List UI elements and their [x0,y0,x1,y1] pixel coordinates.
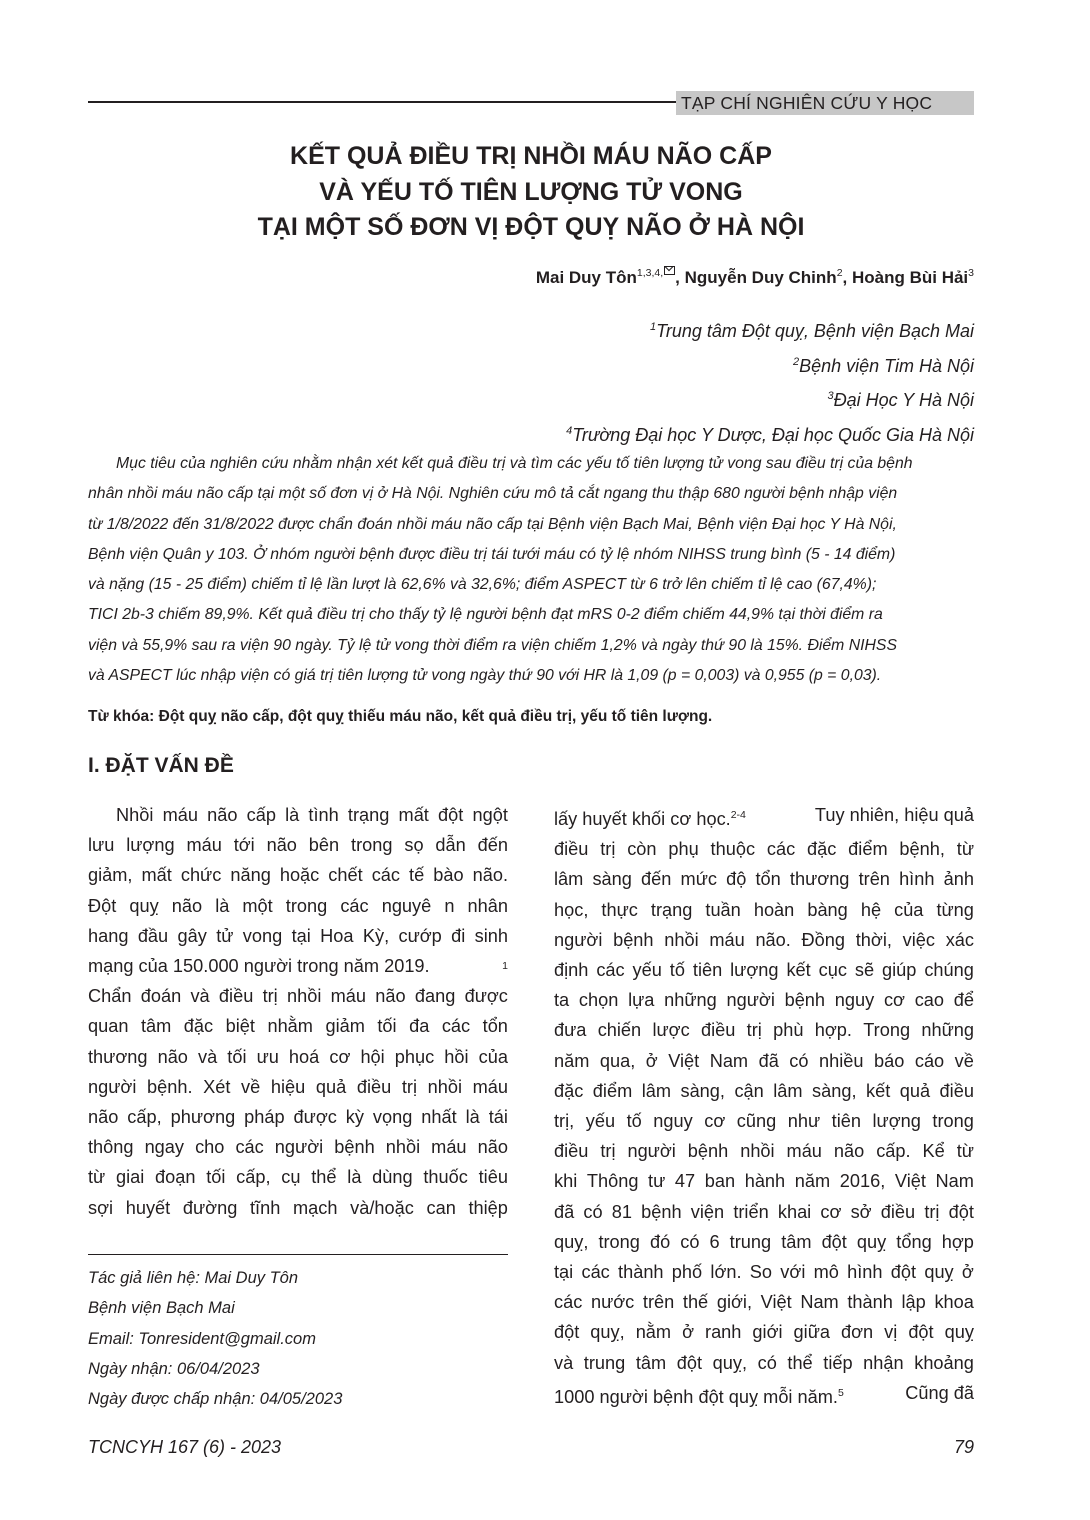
body-column-left [88,800,508,1223]
body-line: thương não và tối ưu hoá cơ hội phục hồi của [88,1046,508,1067]
abstract [88,449,974,691]
body-line: Đột quỵ não là một trong các nguyê n nhân [88,895,508,916]
body-line: học, thực trạng tuần hoàn bàng hệ của từng [554,899,974,920]
body-line: điều trị người bệnh nhồi máu não cấp. Kể từ [554,1141,974,1162]
body-line: người bệnh nhồi máu não. Đồng thời, việc xác [554,929,974,950]
body-column-right [554,800,974,1412]
body-line: và trung tâm đột quỵ, có thể tiếp nhận khoảng [554,1352,974,1373]
body-line: người bệnh. Xét về hiệu quả điều trị nhồi máu [88,1076,508,1097]
body-line: định các yếu tố tiên lượng kết cục sẽ giúp chúng [554,960,974,981]
body-line: giảm, mất chức năng hoặc chết các tế bào não. [88,865,508,886]
body-line: quỵ, trong đó có 6 trung tâm đột quỵ tổng hợp [554,1231,974,1252]
footnote-line: Ngày nhận: 06/04/2023 [88,1359,260,1378]
body-line: não cấp, phương pháp được kỳ vọng nhất là tái [88,1107,508,1128]
body-line: ta chọn lựa những người bệnh nguy cơ cao để [554,990,974,1011]
paper-title [88,139,974,246]
abstract-line: nhân nhồi máu não cấp tại một số đơn vị ở Hà Nội. Nghiên cứu mô tả cắt ngang thu thập 680 người bệnh nhập viện [88,485,898,503]
footnote-line: Email: Tonresident@gmail.com [88,1329,316,1348]
body-line: tại các thành phố lớn. So với mô hình đột quỵ ở [554,1262,974,1283]
affiliation: $^2$Bệnh viện Tim Hà Nội [792,355,974,376]
body-line: thông ngay cho các người bệnh nhồi máu não [88,1137,508,1158]
title-line: KẾT QUẢ ĐIỀU TRỊ NHỒI MÁU NÃO CẤP [290,142,772,170]
citation: 1 [502,960,508,973]
abstract-line: và nặng (15 - 25 điểm) chiếm tỉ lệ lần lượt là 62,6% và 32,6%; điểm ASPECT từ 6 trở lên chiếm tỉ lệ cao (67,4%); [88,576,877,594]
journal-issue: TCNCYH 167 (6) - 2023 [88,1437,282,1457]
body-line: đã có 81 bệnh viện triển khai cơ sở điều trị đột [554,1201,974,1222]
affiliations [566,312,974,450]
body-line: khi Thông tư 47 ban hành năm 2016, Việt Nam [554,1171,974,1192]
affiliation: $^1$Trung tâm Đột quỵ, Bệnh viện Bạch Mai [650,321,974,341]
abstract-line: và ASPECT lúc nhập viện có giá trị tiên lượng tử vong ngày thứ 90 với HR là 1,09 (p = 0,003) và 0,955 (p = 0,03). [88,667,882,685]
author-name: Mai Duy Tôn [535,268,637,287]
footnote-line: Bệnh viện Bạch Mai [88,1299,235,1318]
body-line: đưa chiến lược điều trị phù hợp. Trong những [554,1020,974,1041]
journal-name: TẠP CHÍ NGHIÊN CỨU Y HỌC [676,91,974,115]
author-list: Mai Duy Tôn$^{1,3,4,}$ , Nguyễn Duy Chinh$^2$, Hoàng Bùi Hải$^3$ [535,267,974,287]
keywords: Từ khóa: Đột quỵ não cấp, đột quỵ thiếu máu não, kết quả điều trị, yếu tố tiên lượng. [88,708,713,725]
body-line: lấy huyết khối cơ học.$^{2-4}$ Tuy nhiên, hiệu quả [554,805,974,829]
body-line: Nhồi máu não cấp là tình trạng mất đột ngột [116,805,508,825]
footnote-rule [88,1254,508,1255]
footnote-line: Ngày được chấp nhận: 04/05/2023 [88,1390,343,1409]
citation: 5 [837,1386,844,1399]
body-line: Chẩn đoán và điều trị nhồi máu não đang được [88,986,508,1007]
envelope-icon [664,266,675,275]
footnote-line: Tác giả liên hệ: Mai Duy Tôn [88,1269,299,1287]
affiliation: $^3$Đại Học Y Hà Nội [827,390,974,410]
body-line: sợi huyết đường tĩnh mạch và/hoặc can thiệp [88,1197,508,1218]
abstract-line: từ 1/8/2022 đến 31/8/2022 được chẩn đoán nhồi máu não cấp tại Bệnh viện Bạch Mai, Bệnh viện Đại học Y Hà Nội, [88,515,897,533]
header-rule [88,101,678,103]
author-name: Hoàng Bùi Hải [851,268,969,287]
body-line: năm qua, ở Việt Nam đã có nhiều báo cáo về [554,1050,974,1071]
page-number: 79 [953,1437,974,1457]
body-line: hang đầu gây tử vong tại Hoa Kỳ, cướp đi sinh [88,925,508,946]
affiliation: $^4$Trường Đại học Y Dược, Đại học Quốc Gia Hà Nội [566,424,974,445]
abstract-line: Bệnh viện Quân y 103. Ở nhóm người bệnh được điều trị tái tưới máu có tỷ lệ nhóm NIHSS trung bình (5 - 14 điểm) [88,545,896,563]
body-line: trị, yếu tố nguy cơ cũng như tiên lượng trong [554,1111,974,1132]
abstract-line: Mục tiêu của nghiên cứu nhằm nhận xét kết quả điều trị và tìm các yếu tố tiên lượng tử vong sau điều trị của bệnh [116,455,913,472]
citation: 2-4 [730,809,746,821]
abstract-line: viện và 55,9% sau ra viện 90 ngày. Tỷ lệ tử vong thời điểm ra viện chiếm 1,2% và ngày thứ 90 là 15%. Điểm NIHSS [88,636,897,654]
body-line: đặc điểm lâm sàng, cận lâm sàng, kết quả điều [554,1080,974,1101]
body-line: đột quỵ, nằm ở ranh giới giữa đơn vị đột quỵ [554,1322,974,1343]
author-sup: 2 [836,267,843,279]
body-line: lưu lượng máu tới não bên trong sọ dẫn đến [88,835,508,856]
body-line: mạng của 150.000 người trong năm 2019. 1 [88,951,508,981]
section-heading: I. ĐẶT VẤN ĐỀ [88,754,234,777]
author-name: Nguyễn Duy Chinh [684,268,837,287]
body-line: từ giai đoạn tối cấp, cụ thể là dùng thuốc tiêu [88,1167,508,1188]
body-line: lâm sàng đến mức độ tổn thương trên hình ảnh [554,869,974,890]
body-line: điều trị còn phụ thuộc các đặc điểm bệnh, từ [554,839,974,860]
title-line: TẠI MỘT SỐ ĐƠN VỊ ĐỘT QUỴ NÃO Ở HÀ NỘI [257,213,805,241]
correspondence-footnote [88,1263,342,1414]
abstract-line: TICI 2b-3 chiếm 89,9%. Kết quả điều trị cho thấy tỷ lệ người bệnh đạt mRS 0-2 điểm chiếm 44,9% tại thời điểm ra [88,606,883,624]
body-line: 1000 người bệnh đột quỵ mỗi năm.$^5$ Cũng đã [554,1382,974,1407]
title-line: VÀ YẾU TỐ TIÊN LƯỢNG TỬ VONG [319,177,743,206]
body-line: các nước trên thế giới, Việt Nam thành lập khoa [554,1292,974,1313]
author-sup: 1,3,4, [636,267,664,279]
author-sup: 3 [968,267,974,279]
body-line: quan tâm đặc biệt nhằm giảm tối đa các tổn [88,1016,508,1037]
